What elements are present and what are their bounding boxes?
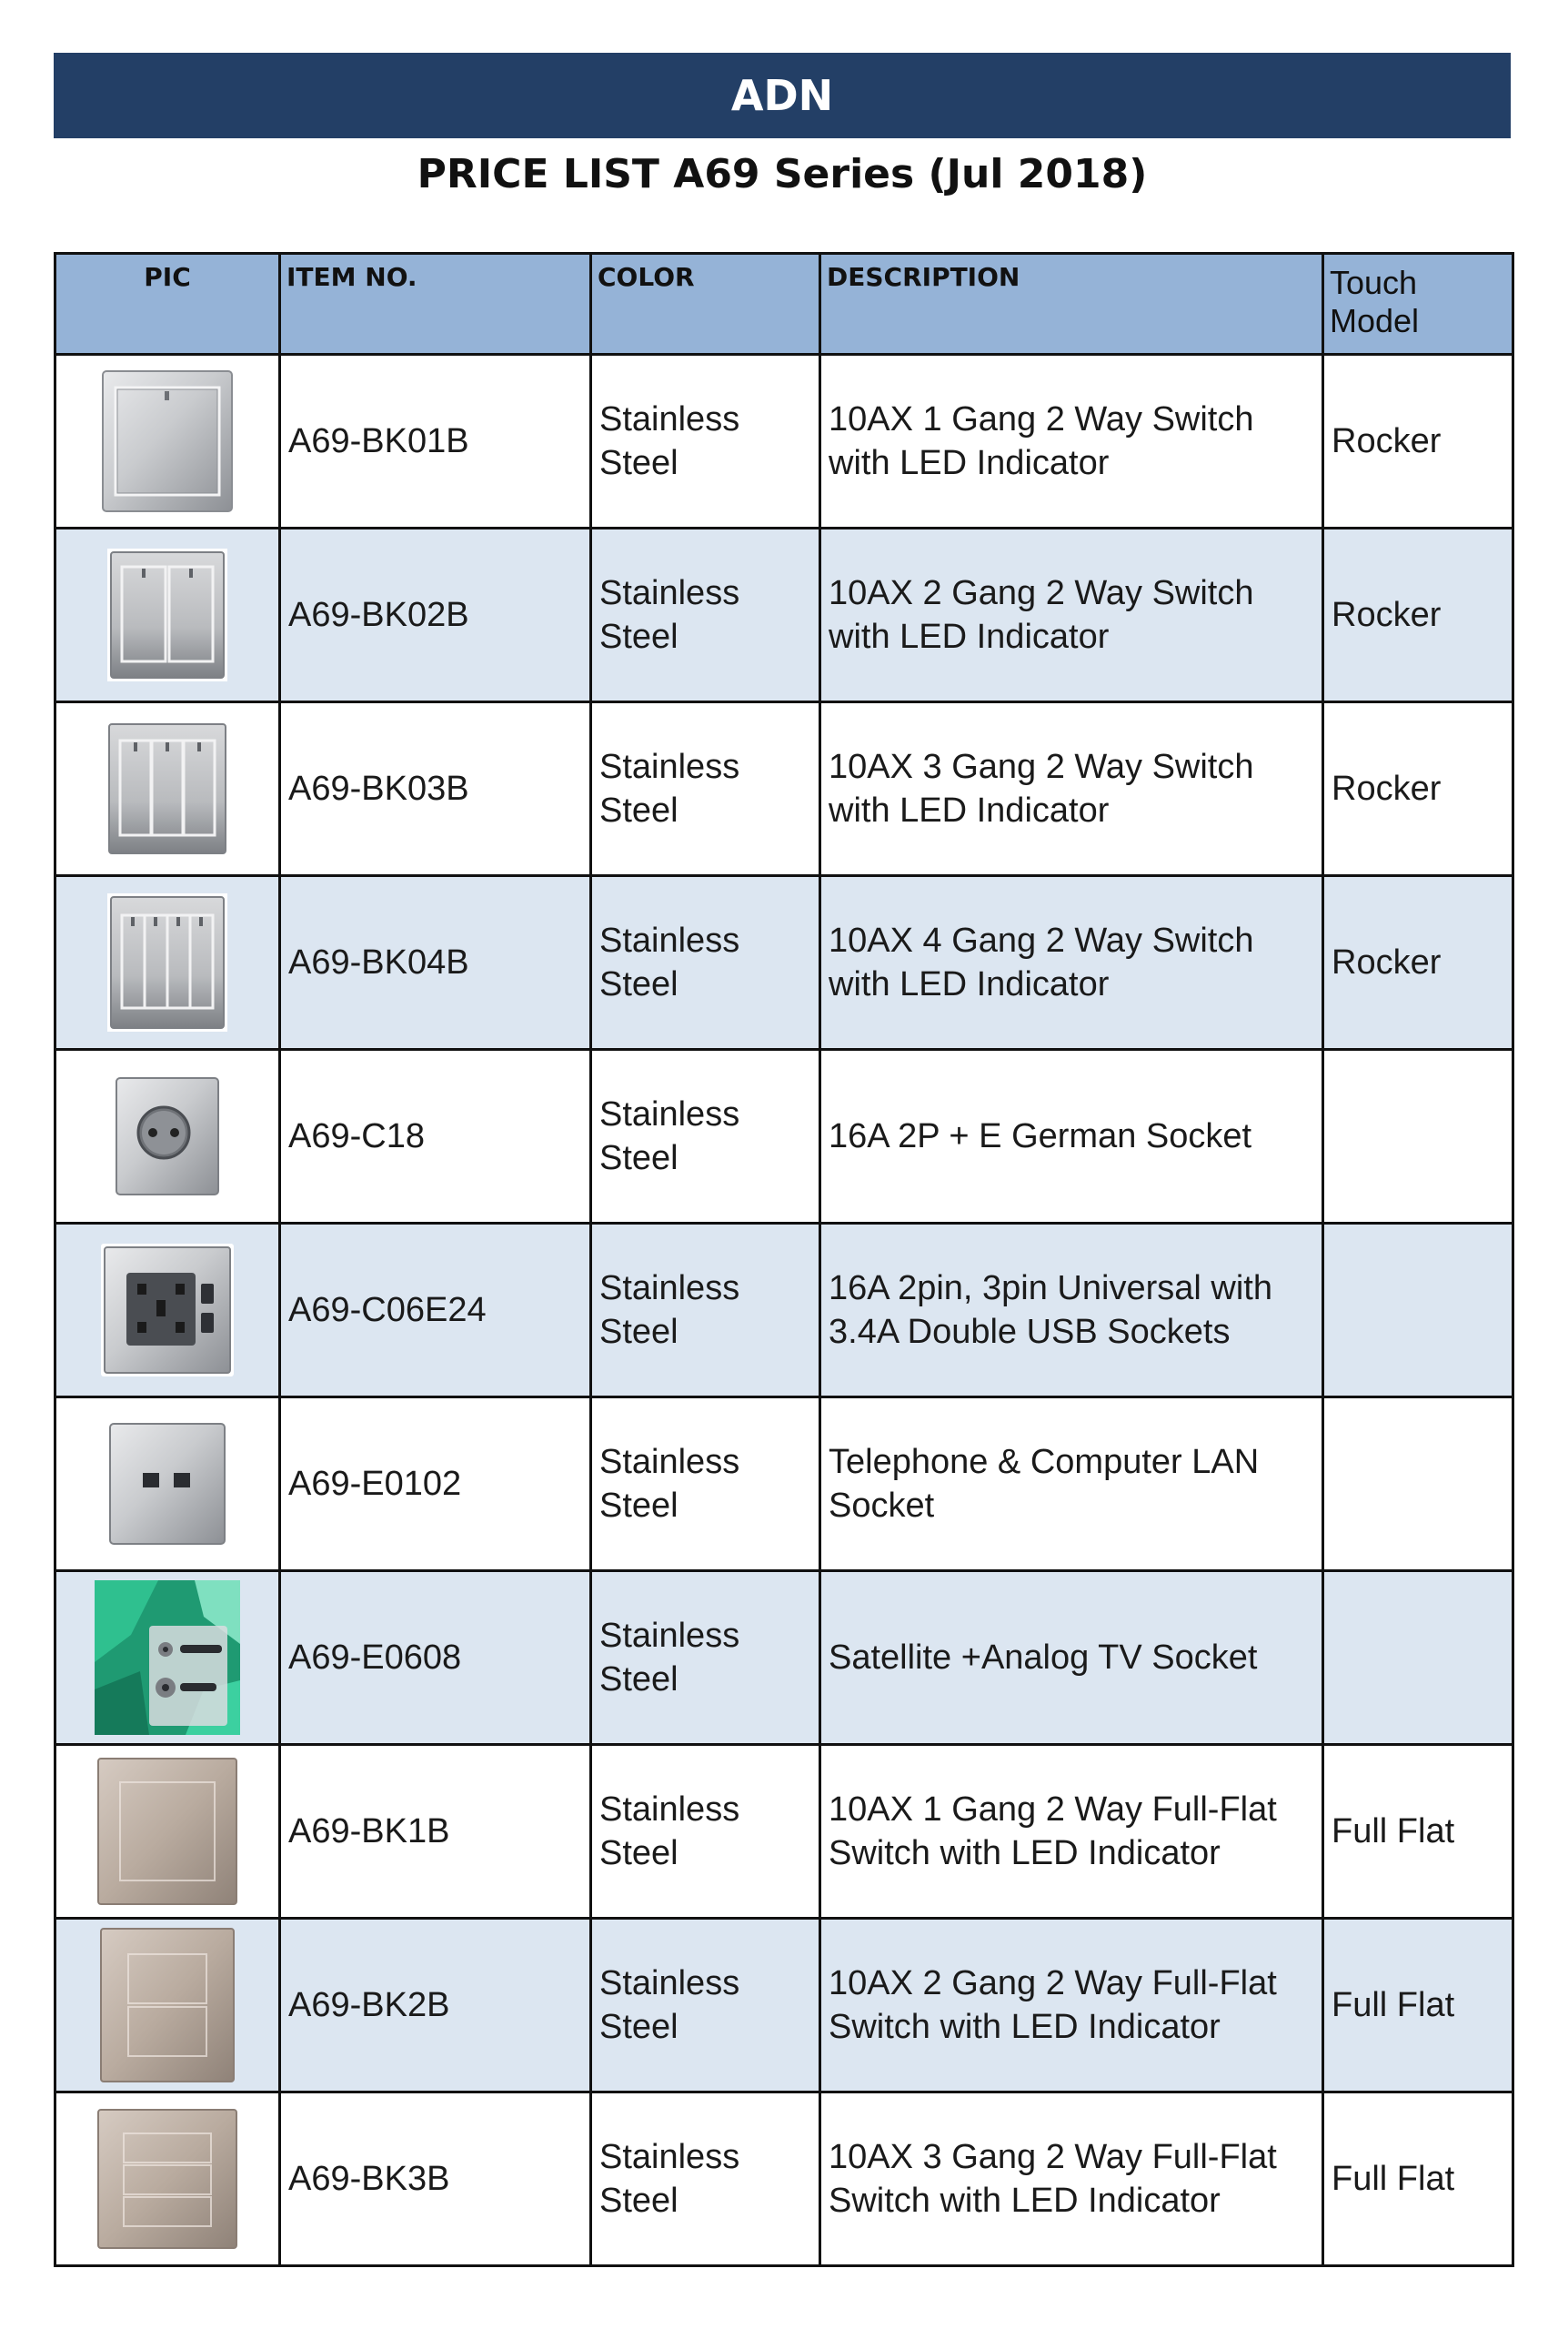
description-cell: [820, 355, 1323, 529]
quad-rocker-switch-image: [106, 892, 229, 1033]
description-line: 10AX 1 Gang 2 Way Full-Flat: [829, 1790, 1277, 1829]
price-table: [54, 252, 1514, 2267]
touch-model: [1323, 1224, 1513, 1397]
color-line: Stainless: [599, 1269, 740, 1307]
table-row: [55, 1397, 1513, 1571]
table-row: [55, 1571, 1513, 1745]
description-cell: [820, 2092, 1323, 2266]
touch-model: Rocker: [1323, 355, 1513, 529]
description-cell: [820, 876, 1323, 1050]
product-image-cell: [55, 876, 280, 1050]
color-line: Steel: [599, 2008, 678, 2046]
product-image-cell: [55, 2092, 280, 2266]
color-line: Steel: [599, 1139, 678, 1177]
color-cell: [591, 876, 820, 1050]
description-line: with LED Indicator: [829, 444, 1110, 482]
product-image-cell: [55, 1050, 280, 1224]
column-header-description: DESCRIPTION: [820, 254, 1323, 355]
touch-model: Rocker: [1323, 529, 1513, 702]
description-line: Switch with LED Indicator: [829, 2182, 1221, 2220]
table-row: [55, 529, 1513, 702]
description-line: 16A 2P + E German Socket: [829, 1117, 1252, 1155]
item-number: A69-E0102: [280, 1397, 591, 1571]
touch-model: [1323, 1050, 1513, 1224]
description-line: Telephone & Computer LAN: [829, 1443, 1260, 1481]
color-line: Stainless: [599, 748, 740, 786]
item-number: A69-BK2B: [280, 1919, 591, 2092]
product-image-cell: [55, 702, 280, 876]
description-line: 3.4A Double USB Sockets: [829, 1313, 1231, 1351]
item-number: A69-BK1B: [280, 1745, 591, 1919]
color-cell: [591, 1919, 820, 2092]
color-cell: [591, 1224, 820, 1397]
color-line: Stainless: [599, 400, 740, 439]
item-number: A69-C06E24: [280, 1224, 591, 1397]
color-cell: [591, 1397, 820, 1571]
full-flat-3-gang-image: [96, 2108, 238, 2250]
color-line: Stainless: [599, 1964, 740, 2002]
description-line: with LED Indicator: [829, 618, 1110, 656]
table-row: [55, 1919, 1513, 2092]
item-number: A69-BK3B: [280, 2092, 591, 2266]
description-line: 10AX 4 Gang 2 Way Switch: [829, 922, 1254, 960]
single-rocker-switch-image: [101, 369, 234, 513]
brand-name: ADN: [730, 71, 834, 120]
color-line: Steel: [599, 1313, 678, 1351]
description-line: 10AX 3 Gang 2 Way Switch: [829, 748, 1254, 786]
item-number: A69-BK04B: [280, 876, 591, 1050]
table-row: [55, 876, 1513, 1050]
color-line: Steel: [599, 791, 678, 830]
color-line: Stainless: [599, 2138, 740, 2176]
color-line: Steel: [599, 1660, 678, 1699]
table-row: [55, 2092, 1513, 2266]
double-rocker-switch-image: [106, 547, 229, 683]
color-cell: [591, 355, 820, 529]
product-image-cell: [55, 355, 280, 529]
description-cell: [820, 702, 1323, 876]
touch-model: Rocker: [1323, 702, 1513, 876]
brand-banner: [54, 53, 1511, 138]
item-number: A69-BK02B: [280, 529, 591, 702]
triple-rocker-switch-image: [106, 721, 229, 857]
product-image-cell: [55, 1919, 280, 2092]
color-line: Steel: [599, 1834, 678, 1872]
color-line: Stainless: [599, 1095, 740, 1134]
description-cell: [820, 1397, 1323, 1571]
color-line: Stainless: [599, 1790, 740, 1829]
touch-model: [1323, 1571, 1513, 1745]
color-cell: [591, 702, 820, 876]
product-image-cell: [55, 1745, 280, 1919]
color-cell: [591, 1050, 820, 1224]
description-line: Switch with LED Indicator: [829, 2008, 1221, 2046]
description-line: 10AX 1 Gang 2 Way Switch: [829, 400, 1254, 439]
table-row: [55, 1224, 1513, 1397]
column-header-pic: PIC: [55, 254, 280, 355]
column-header-item: ITEM NO.: [280, 254, 591, 355]
product-image-cell: [55, 1571, 280, 1745]
color-line: Stainless: [599, 574, 740, 612]
description-line: 10AX 3 Gang 2 Way Full-Flat: [829, 2138, 1277, 2176]
table-row: [55, 702, 1513, 876]
table-row: [55, 1745, 1513, 1919]
description-line: Satellite +Analog TV Socket: [829, 1638, 1258, 1677]
color-line: Steel: [599, 965, 678, 1003]
color-cell: [591, 529, 820, 702]
description-line: Switch with LED Indicator: [829, 1834, 1221, 1872]
item-number: A69-BK01B: [280, 355, 591, 529]
price-list-title: PRICE LIST A69 Series (Jul 2018): [417, 150, 1148, 197]
product-image-cell: [55, 1224, 280, 1397]
color-line: Steel: [599, 2182, 678, 2220]
telephone-lan-socket-image: [108, 1422, 226, 1546]
touch-model: Full Flat: [1323, 1919, 1513, 2092]
item-number: A69-BK03B: [280, 702, 591, 876]
color-cell: [591, 1571, 820, 1745]
color-line: Steel: [599, 1487, 678, 1525]
touch-model: Full Flat: [1323, 1745, 1513, 1919]
description-line: Socket: [829, 1487, 935, 1525]
color-line: Steel: [599, 618, 678, 656]
satellite-tv-socket-image: [95, 1580, 240, 1735]
description-cell: [820, 529, 1323, 702]
color-cell: [591, 1745, 820, 1919]
color-line: Stainless: [599, 1617, 740, 1655]
table-row: [55, 355, 1513, 529]
color-line: Stainless: [599, 922, 740, 960]
description-line: 10AX 2 Gang 2 Way Full-Flat: [829, 1964, 1277, 2002]
product-image-cell: [55, 1397, 280, 1571]
column-header-touch-model: Touch Model: [1323, 254, 1513, 355]
description-cell: [820, 1745, 1323, 1919]
item-number: A69-C18: [280, 1050, 591, 1224]
touch-model: Rocker: [1323, 876, 1513, 1050]
description-line: 10AX 2 Gang 2 Way Switch: [829, 574, 1254, 612]
table-header-row: [55, 254, 1513, 355]
product-image-cell: [55, 529, 280, 702]
touch-model: [1323, 1397, 1513, 1571]
description-line: with LED Indicator: [829, 965, 1110, 1003]
table-row: [55, 1050, 1513, 1224]
description-line: 16A 2pin, 3pin Universal with: [829, 1269, 1272, 1307]
color-line: Steel: [599, 444, 678, 482]
color-cell: [591, 2092, 820, 2266]
full-flat-2-gang-image: [99, 1927, 236, 2083]
column-header-color: COLOR: [591, 254, 820, 355]
german-socket-image: [115, 1076, 220, 1196]
universal-usb-socket-image: [99, 1242, 236, 1378]
description-cell: [820, 1919, 1323, 2092]
touch-model: Full Flat: [1323, 2092, 1513, 2266]
description-cell: [820, 1050, 1323, 1224]
description-cell: [820, 1224, 1323, 1397]
item-number: A69-E0608: [280, 1571, 591, 1745]
description-cell: [820, 1571, 1323, 1745]
description-line: with LED Indicator: [829, 791, 1110, 830]
full-flat-1-gang-image: [96, 1757, 238, 1906]
color-line: Stainless: [599, 1443, 740, 1481]
